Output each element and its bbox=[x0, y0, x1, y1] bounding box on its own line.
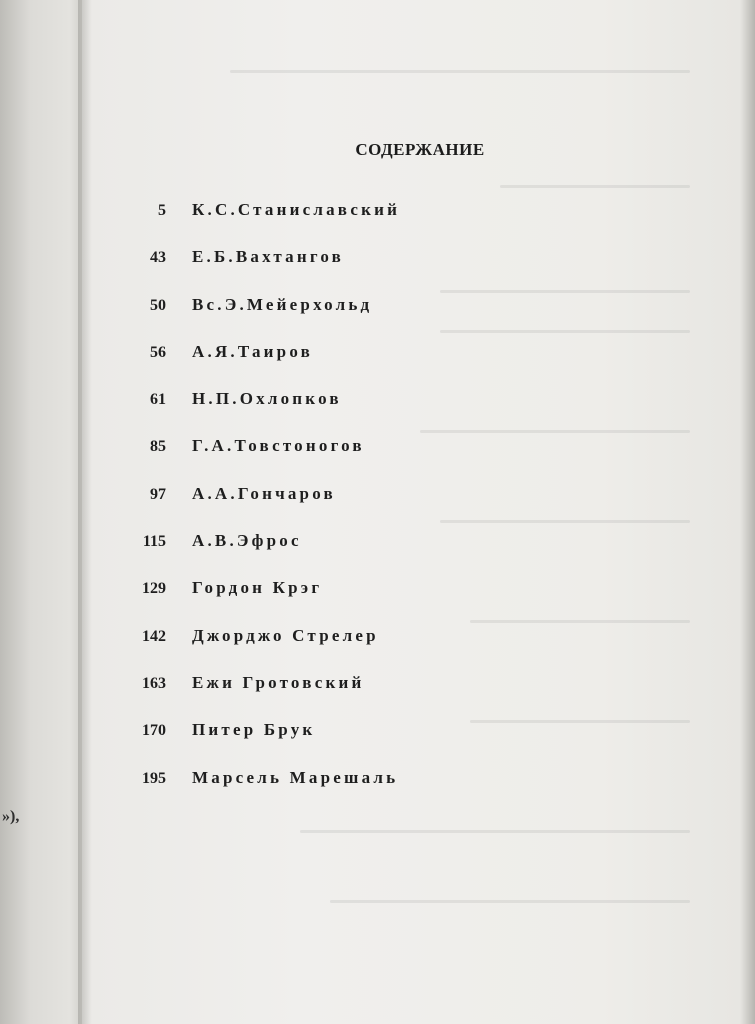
toc-entry bbox=[120, 626, 680, 673]
left-page-text-fragment: »), bbox=[2, 808, 20, 825]
toc-page-number: 43 bbox=[150, 249, 166, 267]
toc-entry bbox=[120, 720, 680, 767]
toc-entry-title: Гордон Крэг bbox=[192, 578, 323, 598]
toc-entry-title: Питер Брук bbox=[192, 720, 316, 740]
toc-entry-title: А.Я.Таиров bbox=[192, 341, 313, 361]
toc-entry bbox=[120, 436, 680, 483]
show-through-line bbox=[230, 70, 690, 73]
toc-entry-title: А.В.Эфрос bbox=[192, 531, 302, 551]
toc-page-number: 97 bbox=[150, 485, 166, 503]
toc-entry-title: К.С.Станиславский bbox=[192, 200, 401, 219]
toc-entry-title: Е.Б.Вахтангов bbox=[192, 247, 345, 267]
table-of-contents bbox=[120, 200, 680, 815]
toc-page-number: 56 bbox=[150, 343, 166, 361]
toc-entry bbox=[120, 673, 680, 720]
toc-page-number: 195 bbox=[142, 769, 166, 787]
toc-entry bbox=[120, 247, 680, 294]
toc-entry-title: Джорджо Стрелер bbox=[192, 625, 379, 645]
show-through-line bbox=[330, 900, 690, 903]
show-through-line bbox=[300, 830, 690, 833]
toc-entry bbox=[120, 768, 680, 815]
toc-page-number: 129 bbox=[142, 580, 166, 598]
toc-page-number: 115 bbox=[142, 533, 166, 551]
toc-entry-title: Вс.Э.Мейерхольд bbox=[192, 294, 373, 314]
page-title: СОДЕРЖАНИЕ bbox=[355, 140, 485, 159]
toc-page-number: 163 bbox=[142, 674, 166, 692]
toc-page-number: 142 bbox=[142, 627, 166, 645]
toc-entry-title: А.А.Гончаров bbox=[192, 483, 336, 503]
toc-page-number: 5 bbox=[158, 202, 166, 219]
toc-entry bbox=[120, 200, 680, 247]
toc-entry-title: Марсель Марешаль bbox=[192, 767, 399, 787]
toc-page-number: 61 bbox=[150, 391, 166, 409]
toc-entry bbox=[120, 342, 680, 389]
toc-entry bbox=[120, 578, 680, 625]
toc-entry-title: Ежи Гротовский bbox=[192, 672, 365, 692]
toc-page-number: 50 bbox=[150, 296, 166, 314]
toc-entry bbox=[120, 389, 680, 436]
show-through-line bbox=[500, 185, 690, 188]
toc-entry bbox=[120, 295, 680, 342]
toc-page-number: 85 bbox=[150, 438, 166, 456]
toc-entry bbox=[120, 531, 680, 578]
toc-page-number: 170 bbox=[142, 722, 166, 740]
toc-entry-title: Г.А.Товстоногов bbox=[192, 436, 365, 456]
toc-entry-title: Н.П.Охлопков bbox=[192, 389, 342, 409]
toc-entry bbox=[120, 484, 680, 531]
